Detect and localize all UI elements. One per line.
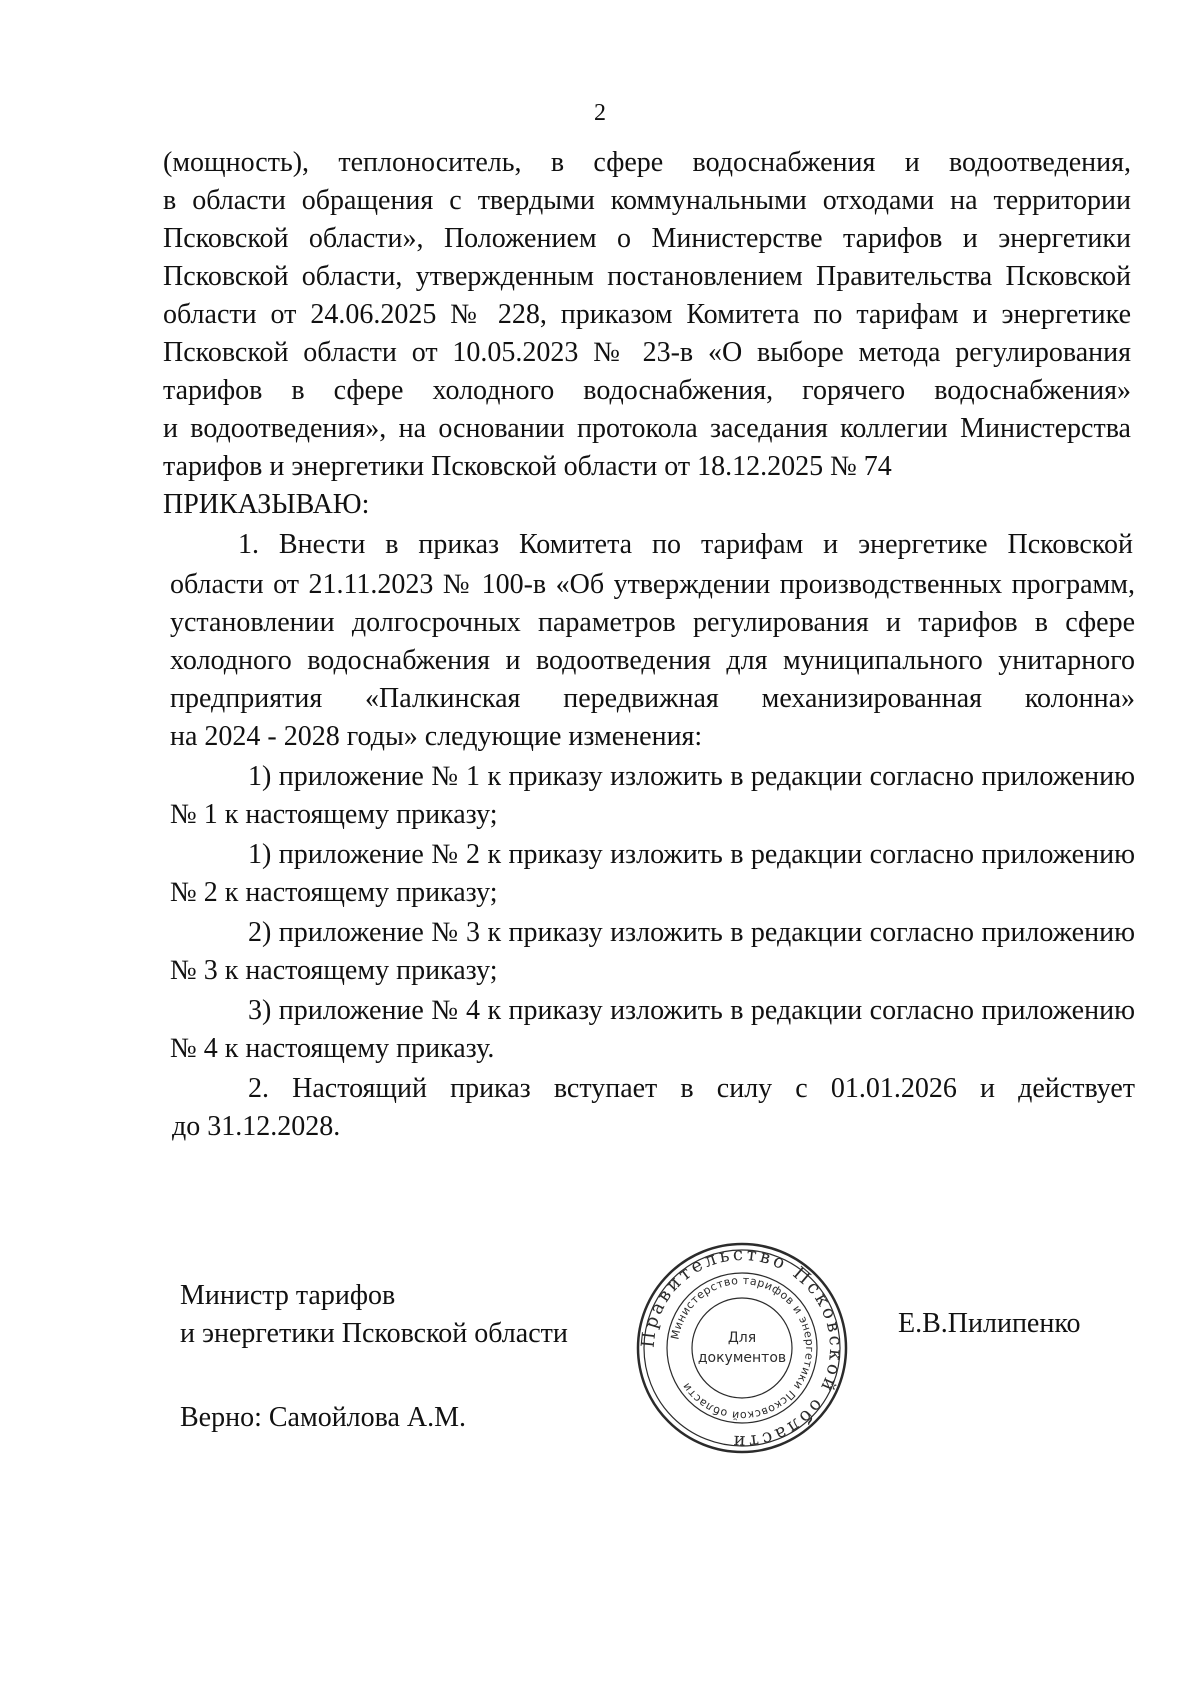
svg-text:Министерство тарифов и энергет [669,1274,817,1422]
subitem-3-line-1: 2) приложение № 3 к приказу изложить в редакции согласно приложению [248,917,1135,948]
item1-line-1: 1. Внести в приказ Комитета по тарифам и энергетике Псковской [238,529,1133,560]
subitem-4-line-2: № 4 к настоящему приказу. [170,1033,495,1064]
signatory-name: Е.В.Пилипенко [898,1308,1081,1339]
item2-line-1: 2. Настоящий приказ вступает в силу с 01.01.2026 и действует [248,1073,1135,1104]
seal-inner-text: Министерство тарифов и энергетики Псковской области [668,1273,817,1423]
subitem-1-line-1: 1) приложение № 1 к приказу изложить в редакции согласно приложению [248,761,1135,792]
item1-line-6: на 2024 - 2028 годы» следующие изменения: [170,721,703,752]
subitem-2-line-2: № 2 к настоящему приказу; [170,877,498,908]
item1-line-5: предприятия «Палкинская передвижная механизированная колонна» [170,683,1135,714]
subitem-4-line-1: 3) приложение № 4 к приказу изложить в редакции согласно приложению [248,995,1135,1026]
seal-center-line-1: Для [727,1330,757,1346]
preamble-line-1: (мощность), теплоноситель, в сфере водоснабжения и водоотведения, [163,147,1131,178]
subitem-3-line-2: № 3 к настоящему приказу; [170,955,498,986]
official-seal [632,1238,852,1458]
preamble-line-5: области от 24.06.2025 № 228, приказом Комитета по тарифам и энергетике [163,299,1131,330]
preamble-line-3: Псковской области», Положением о Министерстве тарифов и энергетики [163,223,1131,254]
seal-outer-text: Правительство Псковской области [637,1243,847,1453]
item2-line-2: до 31.12.2028. [172,1111,341,1142]
preamble-line-2: в области обращения с твердыми коммунальными отходами на территории [163,185,1131,216]
preamble-line-9: тарифов и энергетики Псковской области от 18.12.2025 № 74 [163,451,892,482]
item1-line-4: холодного водоснабжения и водоотведения для муниципального унитарного [170,645,1135,676]
page-number: 2 [594,100,606,126]
subitem-2-line-1: 1) приложение № 2 к приказу изложить в редакции согласно приложению [248,839,1135,870]
item1-line-3: установлении долгосрочных параметров регулирования и тарифов в сфере [170,607,1135,638]
preamble-line-4: Псковской области, утвержденным постановлением Правительства Псковской [163,261,1131,292]
preamble-line-8: и водоотведения», на основании протокола заседания коллегии Министерства [163,413,1131,444]
seal-center-line-2: документов [697,1350,787,1366]
signatory-title-line-1: Министр тарифов [180,1280,396,1311]
subitem-1-line-2: № 1 к настоящему приказу; [170,799,498,830]
signatory-title-line-2: и энергетики Псковской области [180,1318,568,1349]
preamble-line-6: Псковской области от 10.05.2023 № 23-в «О выборе метода регулирования [163,337,1131,368]
order-word: ПРИКАЗЫВАЮ: [163,489,370,520]
item1-line-2: области от 21.11.2023 № 100-в «Об утверждении производственных программ, [170,569,1135,600]
preamble-line-7: тарифов в сфере холодного водоснабжения, горячего водоснабжения» [163,375,1131,406]
certified-by: Верно: Самойлова А.М. [180,1402,467,1433]
